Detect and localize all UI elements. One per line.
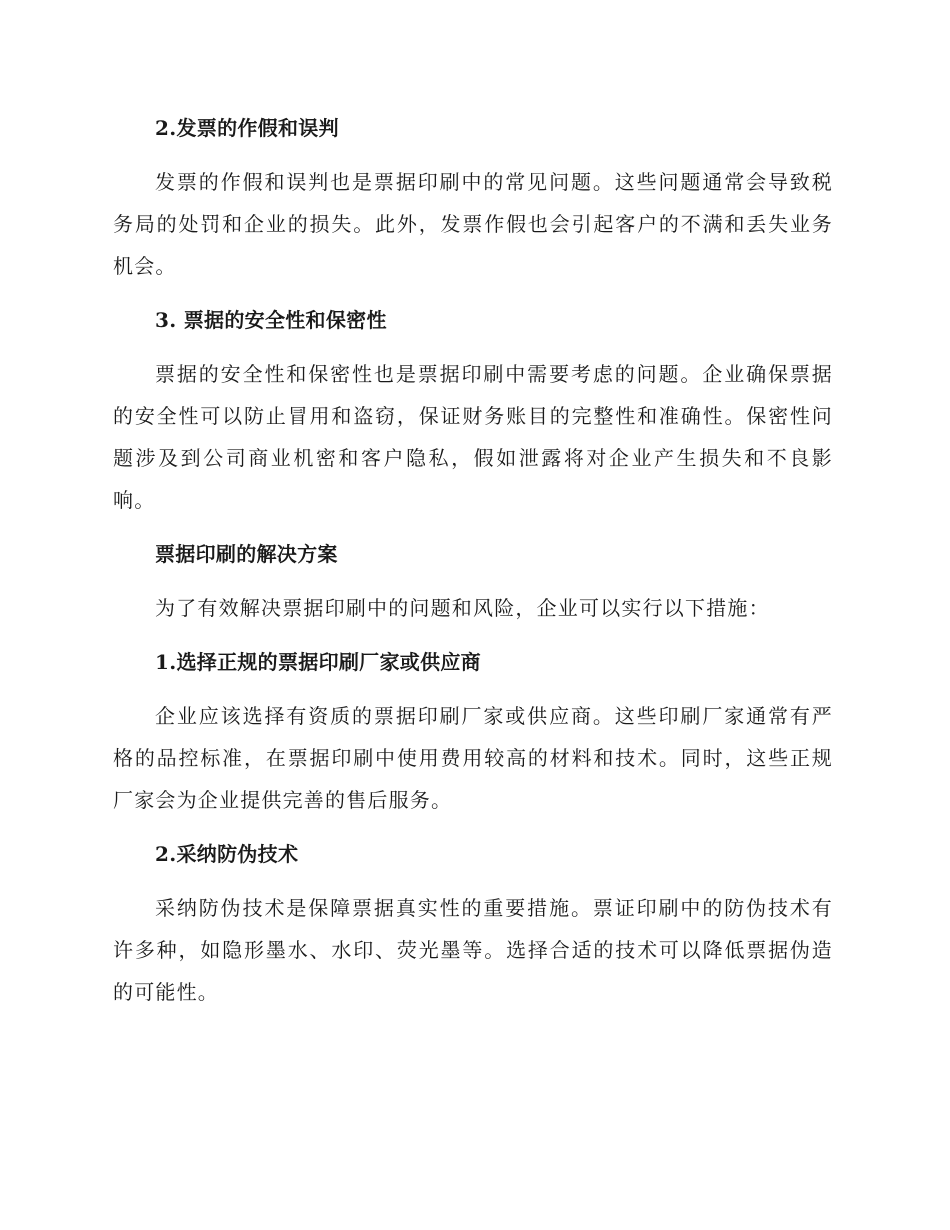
para-anti-counterfeit: 采纳防伪技术是保障票据真实性的重要措施。票证印刷中的防伪技术有许多种，如隐形墨水、水印、荧光墨等。选择合适的技术可以降低票据伪造的可能性。 (113, 896, 833, 1004)
heading-invoice-forgery: 2.发票的作假和误判 (155, 116, 339, 140)
para-security-confidentiality: 票据的安全性和保密性也是票据印刷中需要考虑的问题。企业确保票据的安全性可以防止冒用和盗窃，保证财务账目的完整性和准确性。保密性问题涉及到公司商业机密和客户隐私，假如泄露将对企业产生损失和不良影响。 (113, 362, 833, 512)
para-invoice-forgery: 发票的作假和误判也是票据印刷中的常见问题。这些问题通常会导致税务局的处罚和企业的损失。此外，发票作假也会引起客户的不满和丢失业务机会。 (113, 170, 833, 278)
para-choose-supplier: 企业应该选择有资质的票据印刷厂家或供应商。这些印刷厂家通常有严格的品控标准，在票据印刷中使用费用较高的材料和技术。同时，这些正规厂家会为企业提供完善的售后服务。 (113, 704, 833, 812)
para-solutions-intro: 为了有效解决票据印刷中的问题和风险，企业可以实行以下措施： (155, 596, 770, 620)
heading-solutions: 票据印刷的解决方案 (155, 542, 338, 566)
document-page (113, 108, 833, 1026)
heading-choose-supplier: 1.选择正规的票据印刷厂家或供应商 (155, 650, 481, 674)
heading-anti-counterfeit: 2.采纳防伪技术 (155, 842, 299, 866)
heading-security-confidentiality: 3. 票据的安全性和保密性 (155, 308, 387, 332)
